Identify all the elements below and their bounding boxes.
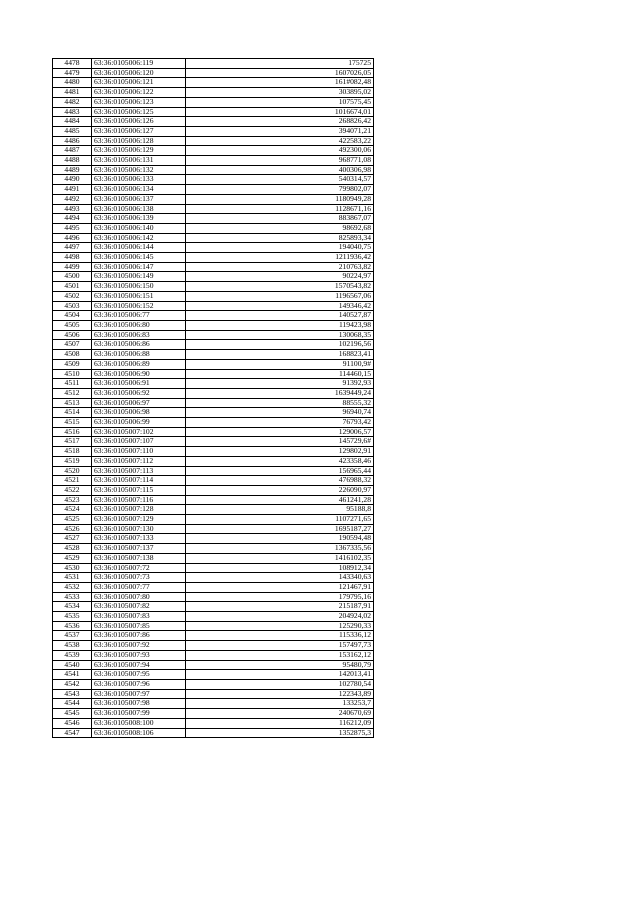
cadastral-number: 63:36:0105006:131 <box>92 156 186 166</box>
row-number: 4491 <box>53 185 92 195</box>
cadastral-value: 95188,8 <box>186 505 374 515</box>
cadastral-value: 240670,69 <box>186 709 374 719</box>
row-number: 4479 <box>53 68 92 78</box>
cadastral-value: 1016674,01 <box>186 107 374 117</box>
cadastral-value: 133253,7 <box>186 699 374 709</box>
table-row <box>53 466 374 476</box>
table-row <box>53 272 374 282</box>
row-number: 4501 <box>53 282 92 292</box>
cadastral-value: 95480,79 <box>186 660 374 670</box>
row-number: 4520 <box>53 466 92 476</box>
cadastral-value: 210763,82 <box>186 262 374 272</box>
cadastral-value: 145729,6# <box>186 437 374 447</box>
cadastral-value: 96940,74 <box>186 408 374 418</box>
table-body <box>53 59 374 738</box>
table-row <box>53 592 374 602</box>
cadastral-number: 63:36:0105006:86 <box>92 340 186 350</box>
table-row <box>53 641 374 651</box>
table-row <box>53 359 374 369</box>
cadastral-number: 63:36:0105007:110 <box>92 447 186 457</box>
table-row <box>53 524 374 534</box>
row-number: 4478 <box>53 59 92 69</box>
cadastral-value: 968771,08 <box>186 156 374 166</box>
row-number: 4505 <box>53 320 92 330</box>
cadastral-value: 143340,63 <box>186 573 374 583</box>
table-row <box>53 194 374 204</box>
cadastral-value: 140527,87 <box>186 311 374 321</box>
row-number: 4484 <box>53 117 92 127</box>
cadastral-value: 1196567,06 <box>186 291 374 301</box>
cadastral-number: 63:36:0105006:98 <box>92 408 186 418</box>
cadastral-number: 63:36:0105006:120 <box>92 68 186 78</box>
cadastral-number: 63:36:0105007:128 <box>92 505 186 515</box>
cadastral-value: 90224,97 <box>186 272 374 282</box>
row-number: 4514 <box>53 408 92 418</box>
cadastral-number: 63:36:0105007:98 <box>92 699 186 709</box>
row-number: 4509 <box>53 359 92 369</box>
cadastral-number: 63:36:0105007:113 <box>92 466 186 476</box>
row-number: 4517 <box>53 437 92 447</box>
cadastral-value: 799802,07 <box>186 185 374 195</box>
cadastral-number: 63:36:0105008:106 <box>92 728 186 738</box>
cadastral-value: 303895,02 <box>186 88 374 98</box>
cadastral-number: 63:36:0105006:77 <box>92 311 186 321</box>
table-row <box>53 311 374 321</box>
row-number: 4537 <box>53 631 92 641</box>
cadastral-number: 63:36:0105007:94 <box>92 660 186 670</box>
row-number: 4496 <box>53 233 92 243</box>
cadastral-number: 63:36:0105006:90 <box>92 369 186 379</box>
cadastral-value: 153162,12 <box>186 650 374 660</box>
cadastral-value: 1607026,05 <box>186 68 374 78</box>
cadastral-value: 129802,91 <box>186 447 374 457</box>
cadastral-number: 63:36:0105006:144 <box>92 243 186 253</box>
cadastral-number: 63:36:0105007:72 <box>92 563 186 573</box>
table-row <box>53 107 374 117</box>
table-row <box>53 447 374 457</box>
table-row <box>53 379 374 389</box>
cadastral-number: 63:36:0105006:129 <box>92 146 186 156</box>
cadastral-value: 422583,22 <box>186 136 374 146</box>
cadastral-value: 175725 <box>186 59 374 69</box>
cadastral-number: 63:36:0105007:129 <box>92 515 186 525</box>
cadastral-number: 63:36:0105007:77 <box>92 582 186 592</box>
table-row <box>53 253 374 263</box>
cadastral-number: 63:36:0105006:119 <box>92 59 186 69</box>
cadastral-number: 63:36:0105006:83 <box>92 330 186 340</box>
table-row <box>53 126 374 136</box>
row-number: 4495 <box>53 223 92 233</box>
table-row <box>53 165 374 175</box>
row-number: 4524 <box>53 505 92 515</box>
row-number: 4512 <box>53 388 92 398</box>
cadastral-number: 63:36:0105007:115 <box>92 485 186 495</box>
table-row <box>53 476 374 486</box>
cadastral-number: 63:36:0105007:107 <box>92 437 186 447</box>
table-row <box>53 718 374 728</box>
cadastral-number: 63:36:0105007:93 <box>92 650 186 660</box>
row-number: 4486 <box>53 136 92 146</box>
cadastral-number: 63:36:0105006:133 <box>92 175 186 185</box>
table-row <box>53 185 374 195</box>
table-row <box>53 427 374 437</box>
cadastral-value: 125290,33 <box>186 621 374 631</box>
cadastral-value: 194040,75 <box>186 243 374 253</box>
cadastral-number: 63:36:0105006:125 <box>92 107 186 117</box>
cadastral-number: 63:36:0105006:123 <box>92 97 186 107</box>
row-number: 4481 <box>53 88 92 98</box>
cadastral-number: 63:36:0105007:80 <box>92 592 186 602</box>
table-row <box>53 534 374 544</box>
table-row <box>53 612 374 622</box>
cadastral-number: 63:36:0105006:89 <box>92 359 186 369</box>
table-row <box>53 699 374 709</box>
cadastral-number: 63:36:0105006:150 <box>92 282 186 292</box>
table-row <box>53 650 374 660</box>
cadastral-value: 1352875,3 <box>186 728 374 738</box>
row-number: 4494 <box>53 214 92 224</box>
table-row <box>53 282 374 292</box>
cadastral-value: 1128671,16 <box>186 204 374 214</box>
cadastral-number: 63:36:0105007:99 <box>92 709 186 719</box>
cadastral-value: 116212,09 <box>186 718 374 728</box>
row-number: 4482 <box>53 97 92 107</box>
cadastral-value: 1107271,65 <box>186 515 374 525</box>
row-number: 4492 <box>53 194 92 204</box>
table-row <box>53 563 374 573</box>
table-row <box>53 573 374 583</box>
table-row <box>53 728 374 738</box>
row-number: 4535 <box>53 612 92 622</box>
table-row <box>53 136 374 146</box>
row-number: 4489 <box>53 165 92 175</box>
row-number: 4498 <box>53 253 92 263</box>
cadastral-number: 63:36:0105007:102 <box>92 427 186 437</box>
row-number: 4497 <box>53 243 92 253</box>
cadastral-number: 63:36:0105007:133 <box>92 534 186 544</box>
cadastral-value: 161#082,48 <box>186 78 374 88</box>
cadastral-number: 63:36:0105007:95 <box>92 670 186 680</box>
row-number: 4526 <box>53 524 92 534</box>
cadastral-value: 98692,68 <box>186 223 374 233</box>
cadastral-value: 268826,42 <box>186 117 374 127</box>
row-number: 4499 <box>53 262 92 272</box>
table-row <box>53 544 374 554</box>
cadastral-value: 461241,28 <box>186 495 374 505</box>
cadastral-value: 107575,45 <box>186 97 374 107</box>
cadastral-value: 540314,57 <box>186 175 374 185</box>
cadastral-number: 63:36:0105006:88 <box>92 350 186 360</box>
row-number: 4488 <box>53 156 92 166</box>
table-row <box>53 680 374 690</box>
cadastral-number: 63:36:0105007:82 <box>92 602 186 612</box>
cadastral-value: 114460,15 <box>186 369 374 379</box>
cadastral-value: 102196,56 <box>186 340 374 350</box>
cadastral-number: 63:36:0105007:86 <box>92 631 186 641</box>
row-number: 4503 <box>53 301 92 311</box>
row-number: 4483 <box>53 107 92 117</box>
cadastral-value: 142013,41 <box>186 670 374 680</box>
cadastral-number: 63:36:0105007:112 <box>92 456 186 466</box>
cadastral-value: 1416102,35 <box>186 553 374 563</box>
table-row <box>53 515 374 525</box>
cadastral-value: 883867,07 <box>186 214 374 224</box>
cadastral-value: 122343,89 <box>186 689 374 699</box>
table-row <box>53 621 374 631</box>
table-row <box>53 223 374 233</box>
cadastral-number: 63:36:0105006:97 <box>92 398 186 408</box>
table-row <box>53 330 374 340</box>
row-number: 4523 <box>53 495 92 505</box>
row-number: 4540 <box>53 660 92 670</box>
cadastral-number: 63:36:0105006:138 <box>92 204 186 214</box>
row-number: 4493 <box>53 204 92 214</box>
cadastral-number: 63:36:0105006:127 <box>92 126 186 136</box>
cadastral-value: 108912,34 <box>186 563 374 573</box>
table-row <box>53 301 374 311</box>
cadastral-number: 63:36:0105006:132 <box>92 165 186 175</box>
row-number: 4500 <box>53 272 92 282</box>
table-row <box>53 709 374 719</box>
row-number: 4536 <box>53 621 92 631</box>
cadastral-value: 115336,12 <box>186 631 374 641</box>
cadastral-number: 63:36:0105007:97 <box>92 689 186 699</box>
cadastral-number: 63:36:0105007:130 <box>92 524 186 534</box>
table-row <box>53 204 374 214</box>
table-row <box>53 437 374 447</box>
table-row <box>53 340 374 350</box>
cadastral-number: 63:36:0105006:128 <box>92 136 186 146</box>
cadastral-number: 63:36:0105006:122 <box>92 88 186 98</box>
row-number: 4511 <box>53 379 92 389</box>
row-number: 4543 <box>53 689 92 699</box>
cadastral-number: 63:36:0105006:134 <box>92 185 186 195</box>
cadastral-number: 63:36:0105007:138 <box>92 553 186 563</box>
cadastral-number: 63:36:0105006:147 <box>92 262 186 272</box>
table-row <box>53 553 374 563</box>
row-number: 4533 <box>53 592 92 602</box>
cadastral-value: 157497,73 <box>186 641 374 651</box>
cadastral-value: 226090,97 <box>186 485 374 495</box>
cadastral-number: 63:36:0105007:73 <box>92 573 186 583</box>
row-number: 4534 <box>53 602 92 612</box>
cadastral-number: 63:36:0105006:139 <box>92 214 186 224</box>
cadastral-value: 1180949,28 <box>186 194 374 204</box>
cadastral-value: 91100,9# <box>186 359 374 369</box>
cadastral-number: 63:36:0105006:92 <box>92 388 186 398</box>
cadastral-value: 156965,44 <box>186 466 374 476</box>
row-number: 4531 <box>53 573 92 583</box>
row-number: 4545 <box>53 709 92 719</box>
cadastral-value: 1367335,56 <box>186 544 374 554</box>
cadastral-value: 76793,42 <box>186 418 374 428</box>
cadastral-number: 63:36:0105006:99 <box>92 418 186 428</box>
table-row <box>53 505 374 515</box>
table-row <box>53 146 374 156</box>
cadastral-number: 63:36:0105007:137 <box>92 544 186 554</box>
row-number: 4527 <box>53 534 92 544</box>
cadastral-value: 129006,57 <box>186 427 374 437</box>
cadastral-value: 204924,02 <box>186 612 374 622</box>
row-number: 4506 <box>53 330 92 340</box>
row-number: 4521 <box>53 476 92 486</box>
cadastral-number: 63:36:0105007:96 <box>92 680 186 690</box>
row-number: 4547 <box>53 728 92 738</box>
row-number: 4541 <box>53 670 92 680</box>
cadastral-value: 168823,41 <box>186 350 374 360</box>
cadastral-number: 63:36:0105006:126 <box>92 117 186 127</box>
cadastral-value: 394071,21 <box>186 126 374 136</box>
table-row <box>53 78 374 88</box>
cadastral-number: 63:36:0105008:100 <box>92 718 186 728</box>
table-row <box>53 456 374 466</box>
cadastral-number: 63:36:0105006:121 <box>92 78 186 88</box>
table-row <box>53 418 374 428</box>
row-number: 4487 <box>53 146 92 156</box>
row-number: 4544 <box>53 699 92 709</box>
row-number: 4532 <box>53 582 92 592</box>
row-number: 4490 <box>53 175 92 185</box>
row-number: 4510 <box>53 369 92 379</box>
cadastral-value: 119423,98 <box>186 320 374 330</box>
row-number: 4519 <box>53 456 92 466</box>
cadastral-value: 825893,34 <box>186 233 374 243</box>
cadastral-value: 130068,35 <box>186 330 374 340</box>
row-number: 4522 <box>53 485 92 495</box>
cadastral-number: 63:36:0105007:85 <box>92 621 186 631</box>
table-row <box>53 670 374 680</box>
row-number: 4516 <box>53 427 92 437</box>
table-row <box>53 156 374 166</box>
row-number: 4528 <box>53 544 92 554</box>
cadastral-number: 63:36:0105006:149 <box>92 272 186 282</box>
table-row <box>53 350 374 360</box>
row-number: 4480 <box>53 78 92 88</box>
row-number: 4525 <box>53 515 92 525</box>
cadastral-number: 63:36:0105006:140 <box>92 223 186 233</box>
cadastral-value: 102780,54 <box>186 680 374 690</box>
cadastral-number: 63:36:0105007:116 <box>92 495 186 505</box>
row-number: 4542 <box>53 680 92 690</box>
table-row <box>53 408 374 418</box>
table-row <box>53 660 374 670</box>
table-row <box>53 243 374 253</box>
table-row <box>53 320 374 330</box>
table-row <box>53 631 374 641</box>
table-row <box>53 175 374 185</box>
table-row <box>53 214 374 224</box>
cadastral-number: 63:36:0105006:91 <box>92 379 186 389</box>
row-number: 4485 <box>53 126 92 136</box>
table-row <box>53 88 374 98</box>
table-row <box>53 68 374 78</box>
cadastral-number: 63:36:0105007:114 <box>92 476 186 486</box>
cadastral-value: 1639449,24 <box>186 388 374 398</box>
cadastral-value: 423358,46 <box>186 456 374 466</box>
row-number: 4513 <box>53 398 92 408</box>
table-row <box>53 117 374 127</box>
cadastral-number: 63:36:0105006:151 <box>92 291 186 301</box>
cadastral-value: 179795,16 <box>186 592 374 602</box>
table-row <box>53 689 374 699</box>
cadastral-number: 63:36:0105007:83 <box>92 612 186 622</box>
cadastral-value: 121467,91 <box>186 582 374 592</box>
cadastral-value: 190594,48 <box>186 534 374 544</box>
cadastral-number: 63:36:0105006:80 <box>92 320 186 330</box>
table-row <box>53 388 374 398</box>
table-row <box>53 97 374 107</box>
cadastral-value: 88555,32 <box>186 398 374 408</box>
table-row <box>53 233 374 243</box>
cadastral-value-table <box>52 58 374 738</box>
cadastral-value: 492300,06 <box>186 146 374 156</box>
table-row <box>53 602 374 612</box>
cadastral-value: 215187,91 <box>186 602 374 612</box>
cadastral-value: 400306,98 <box>186 165 374 175</box>
table-row <box>53 59 374 69</box>
row-number: 4504 <box>53 311 92 321</box>
cadastral-number: 63:36:0105006:137 <box>92 194 186 204</box>
cadastral-value: 1211936,42 <box>186 253 374 263</box>
table-row <box>53 369 374 379</box>
row-number: 4530 <box>53 563 92 573</box>
row-number: 4508 <box>53 350 92 360</box>
cadastral-value: 1695187,27 <box>186 524 374 534</box>
table-row <box>53 262 374 272</box>
row-number: 4518 <box>53 447 92 457</box>
cadastral-value: 91392,93 <box>186 379 374 389</box>
cadastral-value: 149346,42 <box>186 301 374 311</box>
row-number: 4515 <box>53 418 92 428</box>
table-row <box>53 485 374 495</box>
table-row <box>53 582 374 592</box>
cadastral-number: 63:36:0105006:152 <box>92 301 186 311</box>
cadastral-value: 1570543,82 <box>186 282 374 292</box>
cadastral-number: 63:36:0105006:142 <box>92 233 186 243</box>
table-row <box>53 398 374 408</box>
row-number: 4502 <box>53 291 92 301</box>
table-row <box>53 495 374 505</box>
row-number: 4538 <box>53 641 92 651</box>
row-number: 4539 <box>53 650 92 660</box>
table-row <box>53 291 374 301</box>
row-number: 4507 <box>53 340 92 350</box>
row-number: 4529 <box>53 553 92 563</box>
row-number: 4546 <box>53 718 92 728</box>
cadastral-value: 476988,32 <box>186 476 374 486</box>
cadastral-number: 63:36:0105007:92 <box>92 641 186 651</box>
cadastral-number: 63:36:0105006:145 <box>92 253 186 263</box>
